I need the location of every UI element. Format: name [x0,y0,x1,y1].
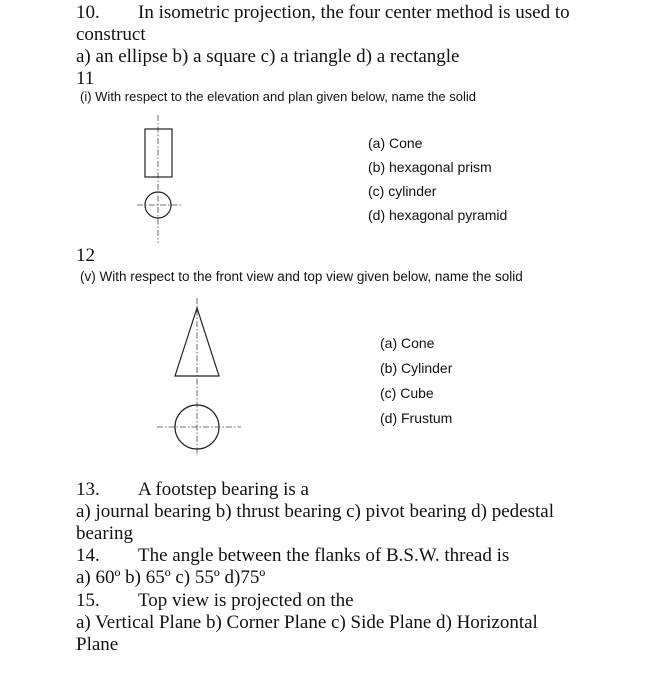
q13-line [76,479,309,501]
q10-question: In isometric projection, the four center method is used to [138,2,570,23]
q15-options: a) Vertical Plane b) Corner Plane c) Side Plane d) Horizontal [76,612,538,633]
q12-option-c: (c) Cube [380,385,434,401]
q15-options-cont: Plane [76,634,119,655]
q13-options-cont: bearing [76,523,133,544]
q15-number: 15. [76,590,100,611]
q12-option-d: (d) Frustum [380,410,453,426]
q14-line [76,545,509,567]
q12-prompt: (v) With respect to the front view and top view given below, name the solid [80,269,523,284]
q14-options: a) 60º b) 65º c) 55º d)75º [76,567,266,588]
triangle-over-circle-projection-icon [155,298,245,458]
q11-option-a: (a) Cone [368,135,423,151]
q11-number: 11 [76,68,95,89]
q14-question: The angle between the flanks of B.S.W. thread is [138,545,510,566]
q14-number: 14. [76,545,100,566]
q10-line [76,2,570,24]
q10-options: a) an ellipse b) a square c) a triangle d) a rectangle [76,46,460,67]
q11-option-d: (d) hexagonal pyramid [368,207,508,223]
q10-question-cont: construct [76,24,146,45]
elevation-rectangle [145,129,172,177]
q11-prompt: (i) With respect to the elevation and plan given below, name the solid [80,89,477,104]
q11-option-b: (b) hexagonal prism [368,159,492,175]
q15-question: Top view is projected on the [138,590,354,611]
q13-options: a) journal bearing b) thrust bearing c) pivot bearing d) pedestal [76,501,554,522]
q13-question: A footstep bearing is a [138,479,309,500]
q11-option-c: (c) cylinder [368,183,437,199]
q12-option-b: (b) Cylinder [380,360,453,376]
rectangle-over-circle-projection-icon [135,115,195,245]
q15-line [76,590,354,612]
q10-number: 10. [76,2,100,23]
q13-number: 13. [76,479,100,500]
q12-option-a: (a) Cone [380,335,435,351]
q12-number: 12 [76,245,95,266]
